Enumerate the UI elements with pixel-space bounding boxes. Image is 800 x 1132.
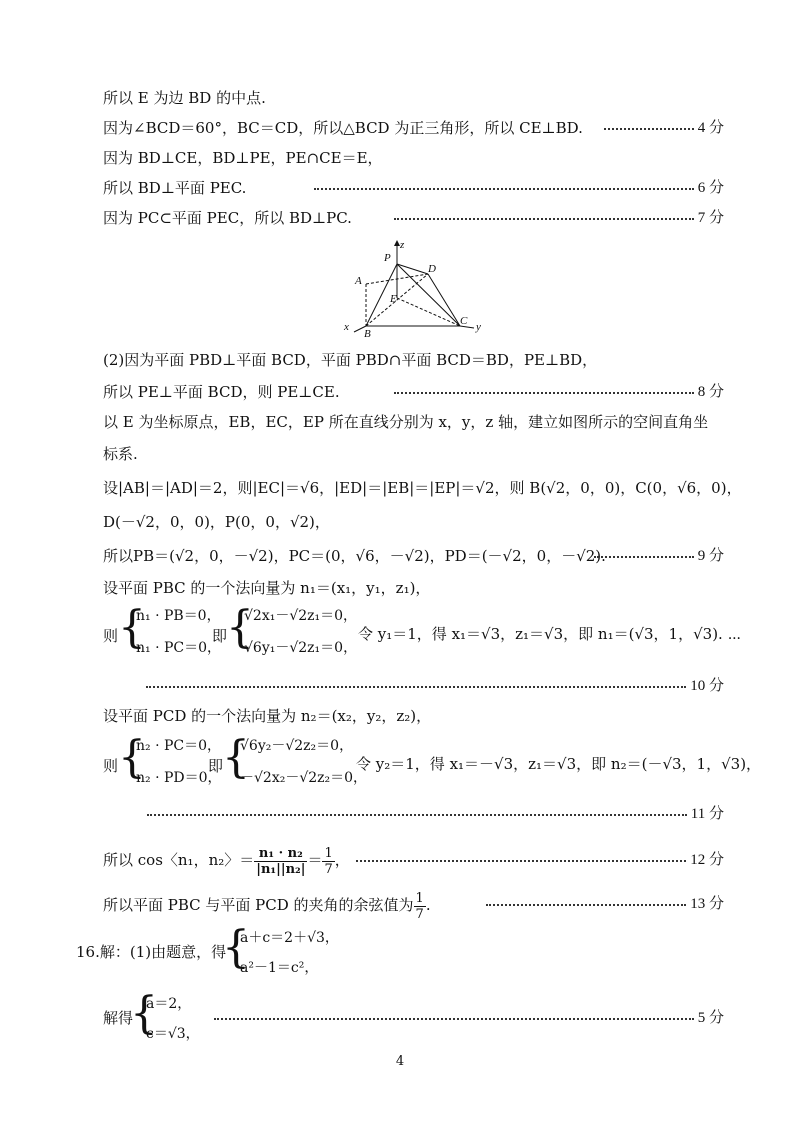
- label-E: E: [390, 293, 397, 305]
- dot-leader: [146, 686, 686, 688]
- label-C: C: [460, 315, 468, 327]
- label-P: P: [384, 252, 391, 264]
- text-line-1: 所以 E 为边 BD 的中点.: [103, 89, 266, 107]
- score-7: [394, 208, 724, 228]
- system-2-row-1: √2x₁－√2z₁＝0，: [244, 608, 358, 624]
- left-brace: {: [118, 602, 146, 653]
- system-2-row-2: √6y₁－√2z₁＝0，: [244, 640, 358, 656]
- dot-leader: [314, 188, 694, 190]
- left-brace: {: [226, 602, 254, 653]
- score-9: [594, 546, 724, 566]
- label-A: A: [355, 275, 362, 287]
- left-brace: {: [130, 988, 158, 1039]
- label-x: x: [344, 321, 349, 333]
- dot-leader: [394, 392, 694, 394]
- system-4-row-1: √6y₂－√2z₂＝0，: [240, 738, 354, 754]
- system-5-row-1: a＋c＝2＋√3，: [240, 930, 339, 946]
- score-label: 4 分: [697, 120, 724, 136]
- text-line-9: 标系.: [103, 445, 138, 463]
- score-11: [147, 804, 724, 824]
- text-line-12: 所以PB＝(√2，0，－√2)，PC＝(0，√6，－√2)，PD＝(－√2，0，－√2).: [103, 547, 606, 565]
- dot-leader: [356, 860, 686, 862]
- text-line-8: 以 E 为坐标原点，EB，EC，EP 所在直线分别为 x，y，z 轴，建立如图所示的空间直角坐: [103, 413, 709, 431]
- fraction-denominator: |n₁||n₂|: [256, 861, 306, 877]
- text-line-5: 因为 PC⊂平面 PEC，所以 BD⊥PC.: [103, 209, 352, 227]
- dot-leader: [147, 814, 687, 816]
- fraction-one-seventh: [414, 891, 426, 922]
- system-1-row-1: n₁ · PB＝0，: [136, 608, 221, 624]
- text-line-17: [103, 842, 350, 878]
- geometry-figure: [340, 238, 490, 338]
- text-line-15: 设平面 PCD 的一个法向量为 n₂＝(x₂，y₂，z₂)，: [103, 707, 432, 725]
- page-number: 4: [395, 1054, 405, 1069]
- text-line-14-pre: 则: [103, 627, 119, 645]
- conclusion-text: 所以平面 PBC 与平面 PCD 的夹角的余弦值为: [103, 896, 414, 914]
- text-line-18: [103, 888, 431, 922]
- dot-leader: [214, 1018, 694, 1020]
- score-8: [394, 382, 724, 402]
- edge-DC: [428, 274, 460, 326]
- system-6-row-2: c＝√3，: [146, 1026, 200, 1042]
- system-4-row-2: －√2x₂－√2z₂＝0，: [240, 770, 368, 786]
- text-line-6: (2)因为平面 PBD⊥平面 BCD，平面 PBD∩平面 BCD＝BD，PE⊥BD，: [103, 351, 598, 369]
- fraction-denominator: 7: [324, 861, 333, 877]
- equals-sign: ＝: [307, 851, 323, 869]
- label-D: D: [428, 263, 436, 275]
- text-line-16-post: 令 y₂＝1，得 x₁＝－√3，z₁＝√3，即 n₂＝(－√3，1，√3)，: [356, 755, 762, 773]
- text-line-13: 设平面 PBC 的一个法向量为 n₁＝(x₁，y₁，z₁)，: [103, 579, 431, 597]
- fraction-numerator: n₁ · n₂: [254, 846, 307, 862]
- left-brace: {: [222, 922, 250, 973]
- label-z: z: [400, 239, 405, 251]
- system-3-row-1: n₂ · PC＝0，: [136, 738, 222, 754]
- score-label: 6 分: [697, 180, 724, 196]
- system-3-row-2: n₂ · PD＝0，: [136, 770, 222, 786]
- score-10: [146, 676, 724, 696]
- text-line-2: 因为∠BCD＝60°，BC＝CD，所以△BCD 为正三角形，所以 CE⊥BD.: [103, 119, 583, 137]
- text-line-4: 所以 BD⊥平面 PEC.: [103, 179, 247, 197]
- score-label: 7 分: [697, 210, 724, 226]
- score-label: 13 分: [690, 896, 724, 912]
- fraction-dot-over-norms: [254, 846, 307, 877]
- text-line-20-pre: 解得: [103, 1009, 134, 1027]
- dot-leader: [486, 904, 686, 906]
- edge-EC: [397, 298, 460, 326]
- score-13: [486, 894, 724, 914]
- text-line-14-mid: 即: [212, 627, 228, 645]
- score-label: 12 分: [690, 852, 724, 868]
- score-label: 5 分: [697, 1010, 724, 1026]
- system-1-row-2: n₁ · PC＝0，: [136, 640, 222, 656]
- score-12: [356, 850, 724, 870]
- dot-leader: [604, 128, 694, 130]
- label-B: B: [364, 328, 371, 338]
- system-5-row-2: a²－1＝c²，: [240, 960, 319, 976]
- fraction-one-seventh: [322, 846, 334, 877]
- system-6-row-1: a＝2，: [146, 996, 192, 1012]
- comma: ，: [334, 851, 350, 869]
- period: .: [425, 896, 431, 914]
- cos-prefix: 所以 cos〈n₁，n₂〉＝: [103, 851, 255, 869]
- text-line-11: D(－√2，0，0)，P(0，0，√2)，: [103, 513, 330, 531]
- label-y: y: [476, 321, 481, 333]
- left-brace: {: [222, 732, 250, 783]
- score-label: 11 分: [690, 806, 724, 822]
- score-4: [604, 118, 724, 138]
- dot-leader: [394, 218, 694, 220]
- text-line-7: 所以 PE⊥平面 BCD，则 PE⊥CE.: [103, 383, 340, 401]
- score-6: [314, 178, 724, 198]
- text-line-14-post: 令 y₁＝1，得 x₁＝√3，z₁＝√3，即 n₁＝(√3，1，√3). ⋯: [358, 625, 742, 643]
- text-line-3: 因为 BD⊥CE，BD⊥PE，PE∩CE＝E，: [103, 149, 383, 167]
- score-5: [214, 1008, 724, 1028]
- score-label: 8 分: [697, 384, 724, 400]
- text-line-10: 设|AB|＝|AD|＝2，则|EC|＝√6，|ED|＝|EB|＝|EP|＝√2，则 B(√2，0，0)，C(0，√6，0)，: [103, 479, 742, 497]
- text-line-16-pre: 则: [103, 757, 119, 775]
- fraction-numerator: 1: [415, 890, 424, 906]
- left-brace: {: [118, 732, 146, 783]
- dot-leader: [594, 556, 694, 558]
- fraction-denominator: 7: [415, 906, 424, 922]
- text-line-16-mid: 即: [208, 757, 224, 775]
- score-label: 10 分: [690, 678, 724, 694]
- score-label: 9 分: [697, 548, 724, 564]
- problem-16-heading: 16.解：(1)由题意，得: [76, 943, 227, 961]
- fraction-numerator: 1: [324, 845, 333, 861]
